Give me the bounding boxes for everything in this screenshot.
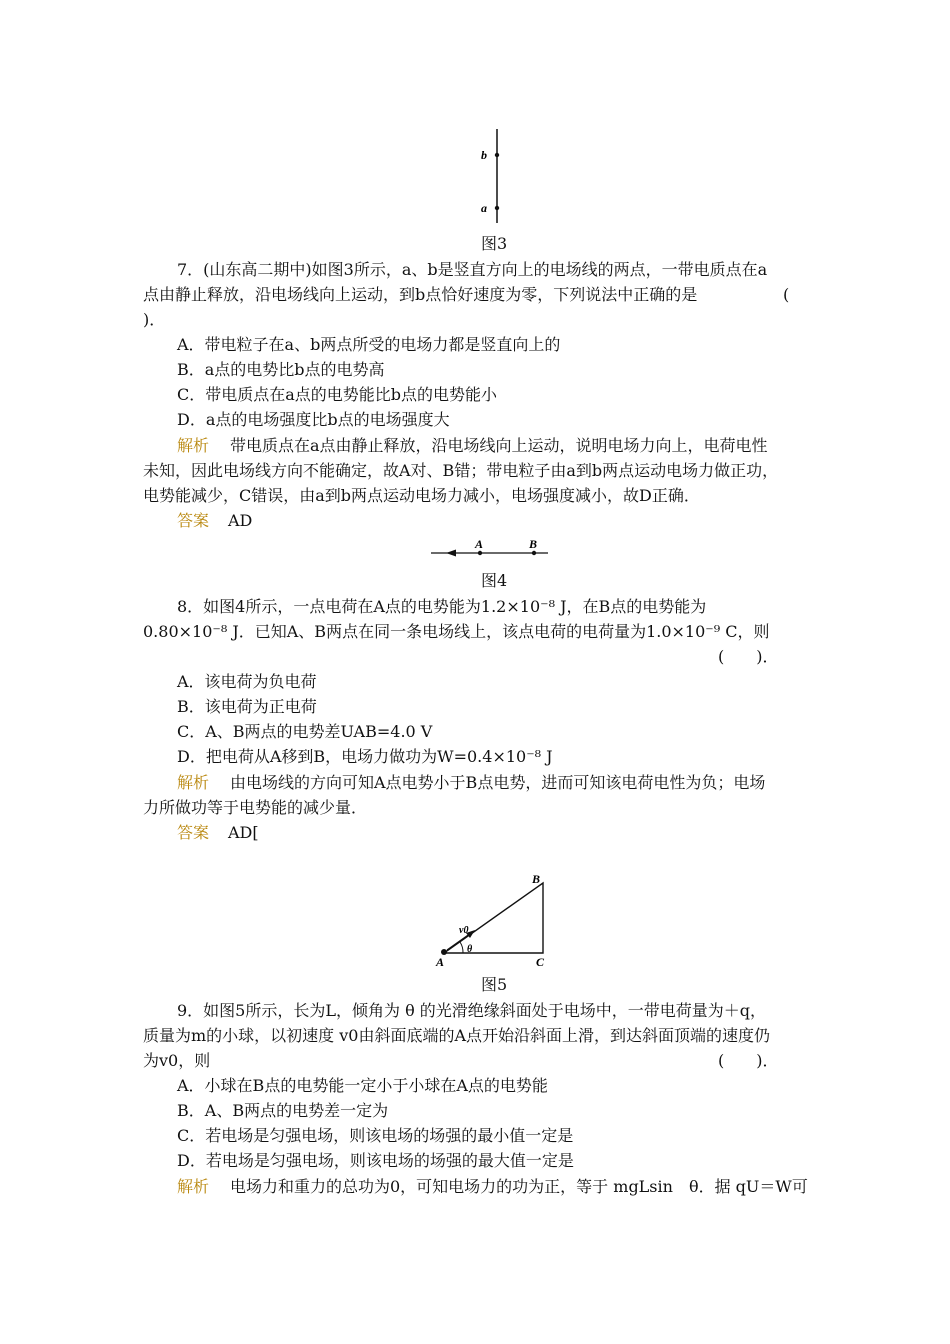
q8-answer-label — [177, 822, 209, 844]
q9-line2: 质量为m的小球，以初速度 v0由斜面底端的A点开始沿斜面上滑，到达斜面顶端的速度仍 — [143, 1026, 771, 1045]
point-B — [532, 551, 536, 555]
figure-3-caption: 图3 — [481, 234, 508, 253]
q7-option-c: C．带电质点在a点的电势能比b点的电势能小 — [177, 385, 498, 404]
q9-paren: ( )． — [718, 1051, 779, 1070]
q7-paren: ( — [783, 285, 790, 304]
q8-option-d: D．把电荷从A移到B，电场力做功为W=0.4×10⁻⁸ J — [177, 747, 553, 766]
analysis-label: 解析 — [177, 436, 210, 455]
label-theta: θ — [467, 944, 473, 955]
label-b: b — [481, 148, 487, 162]
q7-line3: )． — [143, 310, 166, 329]
point-b — [495, 153, 499, 157]
point-A — [478, 551, 482, 555]
q8-paren: ( )． — [718, 647, 779, 666]
q9-line1: 9．如图5所示，长为L，倾角为 θ 的光滑绝缘斜面处于电场中，一带电荷量为＋q， — [177, 1001, 767, 1020]
q8-option-a: A．该电荷为负电荷 — [177, 672, 317, 691]
q7-line1: 7．(山东高二期中)如图3所示，a、b是竖直方向上的电场线的两点，一带电质点在a — [177, 260, 768, 279]
q9-option-b: B．A、B两点的电势差一定为 — [177, 1101, 389, 1120]
q7-answer-label — [177, 510, 209, 532]
q8-analysis-line1: 由电场线的方向可知A点电势小于B点电势，进而可知该电荷电性为负；电场 — [230, 773, 766, 792]
label-B: B — [532, 872, 541, 886]
label-B: B — [529, 537, 538, 551]
arrowhead-left — [446, 550, 456, 557]
q8-analysis-label — [177, 772, 209, 794]
figure-5-caption: 图5 — [481, 975, 508, 994]
q7-option-d: D．a点的电场强度比b点的电场强度大 — [177, 410, 450, 429]
q9-analysis-label — [177, 1176, 209, 1198]
label-A: A — [475, 537, 484, 551]
q8-line1: 8．如图4所示，一点电荷在A点的电势能为1.2×10⁻⁸ J，在B点的电势能为 — [177, 597, 707, 616]
q7-analysis-label — [177, 435, 209, 457]
answer-label: 答案 — [177, 511, 210, 530]
q7-option-b: B．a点的电势比b点的电势高 — [177, 360, 385, 379]
label-a: a — [481, 201, 487, 215]
q9-option-a: A．小球在B点的电势能一定小于小球在A点的电势能 — [177, 1076, 548, 1095]
q8-answer: AD[ — [228, 823, 259, 842]
q8-option-c: C．A、B两点的电势差UAB=4.0 V — [177, 722, 433, 741]
q8-option-b: B．该电荷为正电荷 — [177, 697, 317, 716]
label-v0: v0 — [459, 925, 469, 936]
figure-4-caption: 图4 — [481, 571, 508, 590]
q7-option-a: A．带电粒子在a、b两点所受的电场力都是竖直向上的 — [177, 335, 561, 354]
answer-label: 答案 — [177, 823, 210, 842]
figure-4-diagram — [428, 535, 553, 565]
q9-analysis-line1: 电场力和重力的总功为0，可知电场力的功为正，等于 mgLsin θ．据 qU＝W可 — [230, 1177, 808, 1196]
q8-line2: 0.80×10⁻⁸ J．已知A、B两点在同一条电场线上，该点电荷的电荷量为1.0×10⁻⁹ C，则 — [143, 622, 770, 641]
label-C: C — [536, 955, 545, 968]
q9-option-c: C．若电场是匀强电场，则该电场的场强的最小值一定是 — [177, 1126, 574, 1145]
q9-line3: 为v0，则 — [143, 1051, 211, 1070]
q7-line2: 点由静止释放，沿电场线向上运动，到b点恰好速度为零，下列说法中正确的是 — [143, 285, 698, 304]
q8-analysis-line2: 力所做功等于电势能的减少量． — [143, 798, 368, 817]
q7-answer: AD — [228, 511, 253, 530]
figure-3-diagram — [470, 125, 520, 225]
q7-analysis-line3: 电势能减少，C错误，由a到b两点运动电场力减小，电场强度减小，故D正确． — [143, 486, 700, 505]
q7-analysis-line2: 未知，因此电场线方向不能确定，故A对、B错；带电粒子由a到b两点运动电场力做正功， — [143, 461, 779, 480]
q9-option-d: D．若电场是匀强电场，则该电场的场强的最大值一定是 — [177, 1151, 574, 1170]
label-A: A — [436, 955, 445, 968]
angle-arc — [460, 942, 463, 953]
point-a — [495, 206, 499, 210]
figure-5-diagram — [425, 870, 555, 968]
analysis-label: 解析 — [177, 1177, 210, 1196]
analysis-label: 解析 — [177, 773, 210, 792]
incline-triangle — [444, 883, 543, 953]
q7-analysis-line1: 带电质点在a点由静止释放，沿电场线向上运动，说明电场力向上，电荷电性 — [230, 436, 768, 455]
